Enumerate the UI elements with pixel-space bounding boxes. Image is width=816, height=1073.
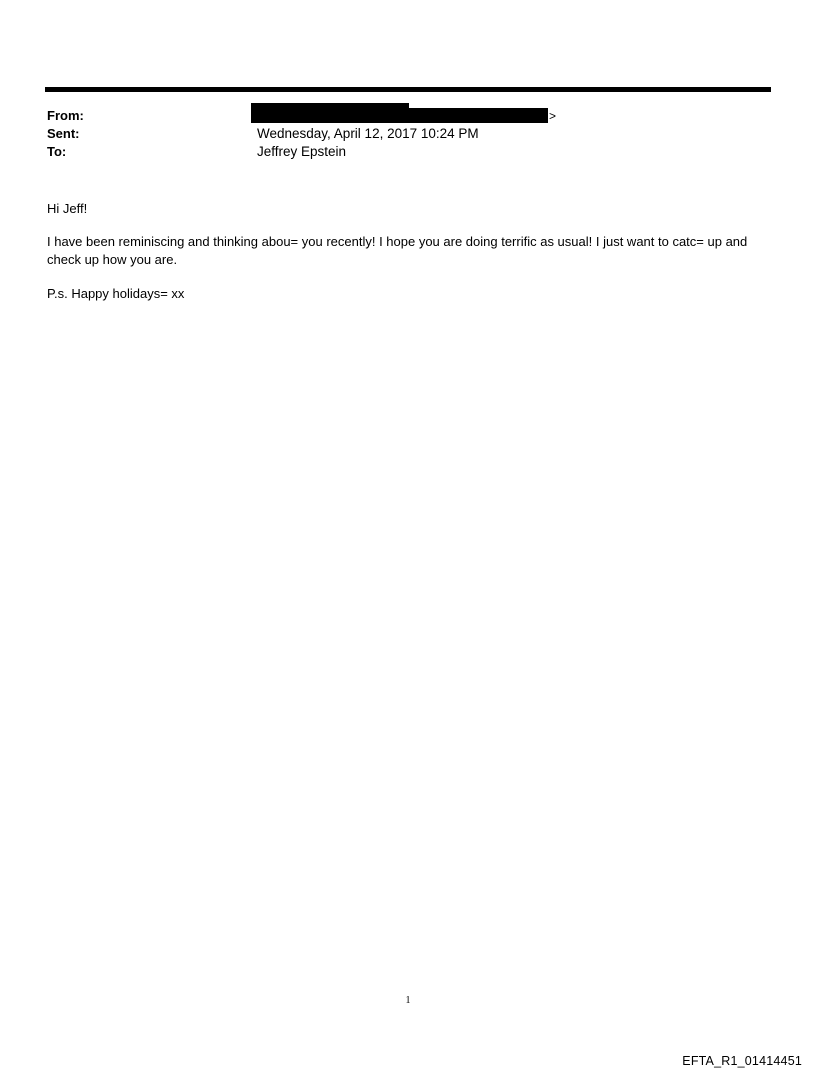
sent-label: Sent: <box>47 126 80 141</box>
greeting: Hi Jeff! <box>47 201 88 216</box>
page-number: 1 <box>405 995 411 1006</box>
bates-number: EFTA_R1_01414451 <box>682 1054 802 1068</box>
to-label: To: <box>47 144 67 159</box>
to-value: Jeffrey Epstein <box>257 144 347 159</box>
header-rule <box>45 87 771 92</box>
from-suffix: > <box>549 109 557 123</box>
postscript: P.s. Happy holidays= xx <box>47 286 185 301</box>
from-redaction <box>251 108 548 123</box>
message-paragraph: I have been reminiscing and thinking abou= you recently! I hope you are doing terrific as usual! I just want to catc= up and check up how you are. <box>47 234 748 267</box>
sent-value: Wednesday, April 12, 2017 10:24 PM <box>257 126 479 141</box>
from-label: From: <box>47 108 84 123</box>
